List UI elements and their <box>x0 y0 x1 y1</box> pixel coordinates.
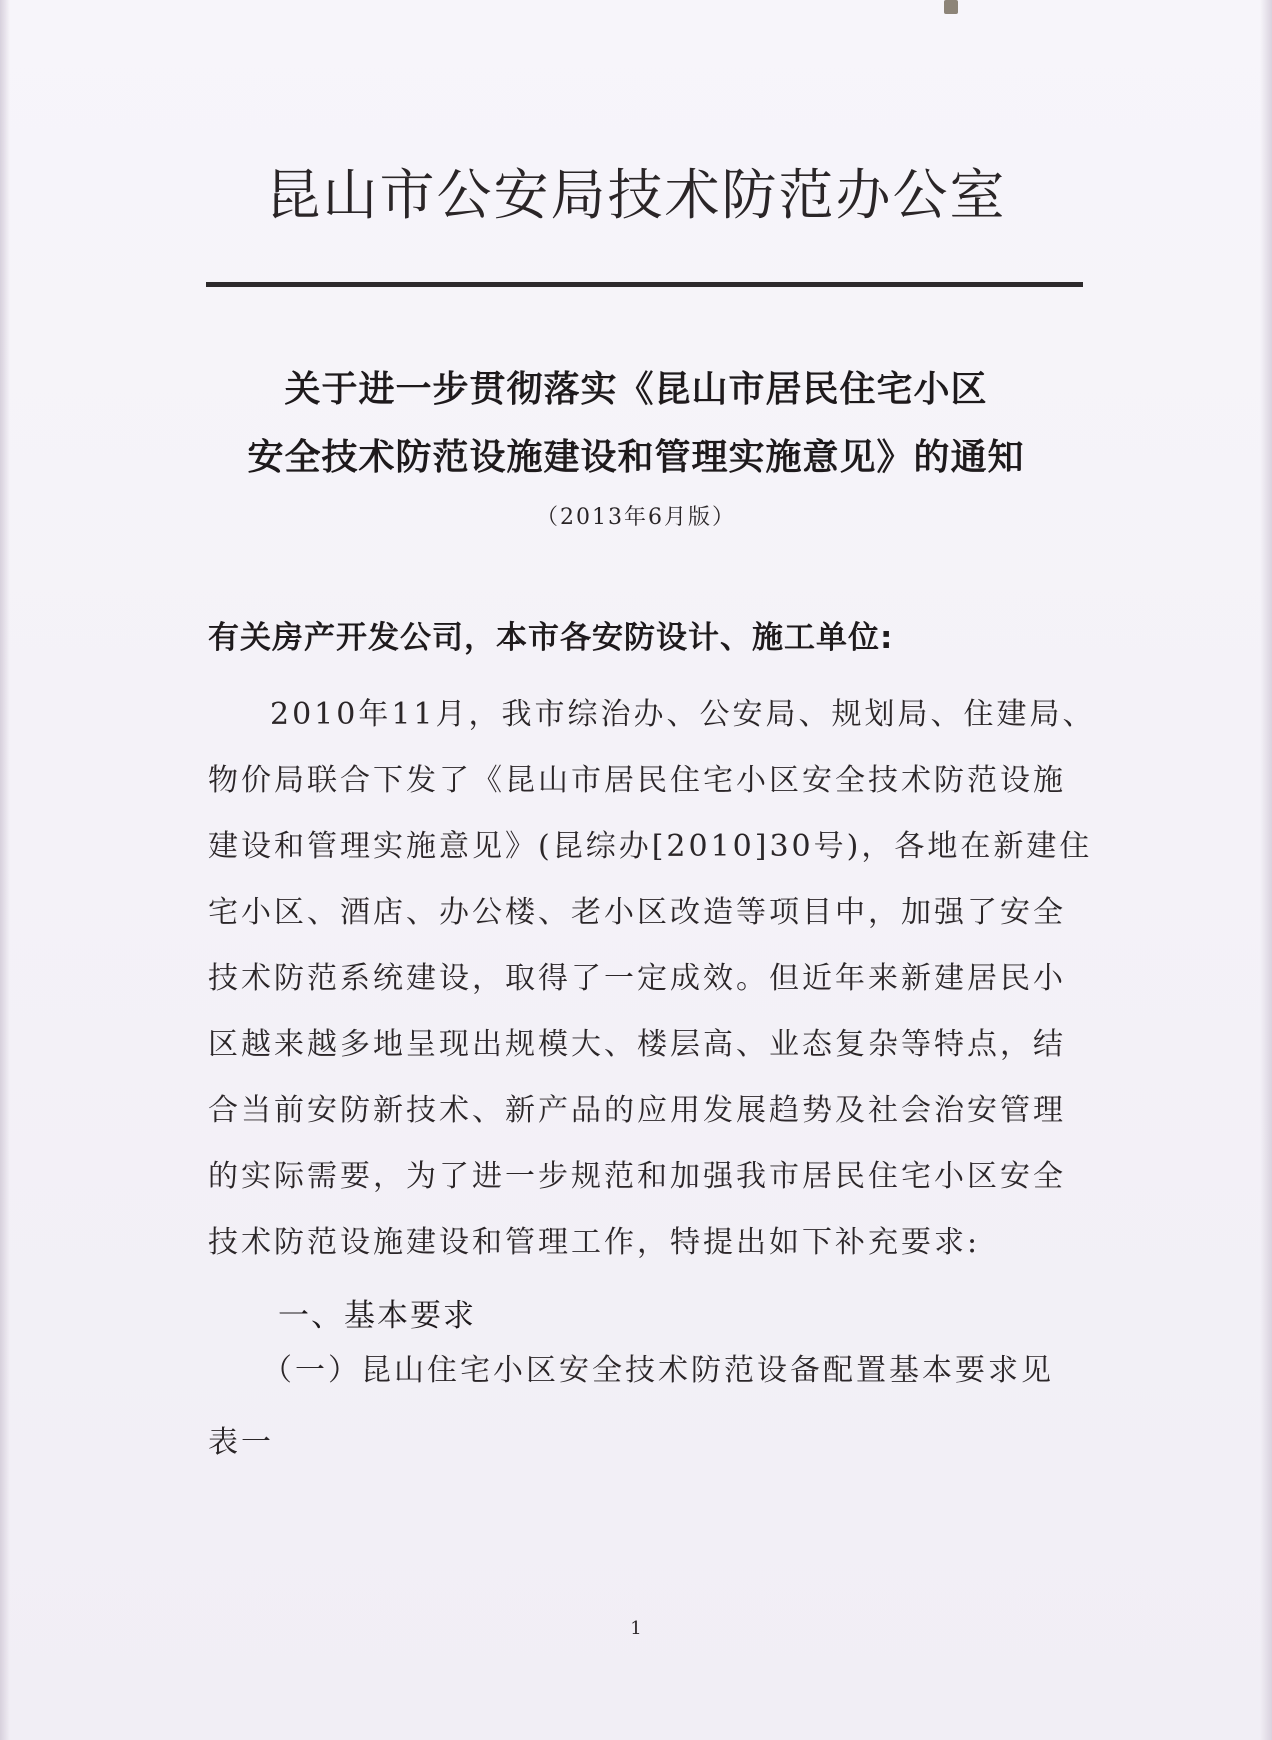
page-number: 1 <box>630 1618 642 1639</box>
body-line-4: 宅小区、酒店、办公楼、老小区改造等项目中，加强了安全 <box>208 895 1066 930</box>
body-line-1: 2010年11月，我市综治办、公安局、规划局、住建局、 <box>270 697 1096 732</box>
salutation: 有关房产开发公司，本市各安防设计、施工单位: <box>208 620 894 656</box>
body-line-3: 建设和管理实施意见》(昆综办[2010]30号)，各地在新建住 <box>208 829 1093 864</box>
section-item-line-1: （一）昆山住宅小区安全技术防范设备配置基本要求见 <box>262 1353 1054 1388</box>
page-edge-shadow-left <box>0 0 10 1740</box>
body-line-8: 的实际需要，为了进一步规范和加强我市居民住宅小区安全 <box>208 1159 1066 1194</box>
issuing-office-header: 昆山市公安局技术防范办公室 <box>265 163 1007 227</box>
notice-title-line-2: 安全技术防范设施建设和管理实施意见》的通知 <box>247 437 1025 478</box>
notice-title-line-1: 关于进一步贯彻落实《昆山市居民住宅小区 <box>284 369 988 410</box>
page-edge-shadow-right <box>1260 0 1272 1740</box>
edition-label: （2013年6月版） <box>536 505 736 530</box>
body-line-7: 合当前安防新技术、新产品的应用发展趋势及社会治安管理 <box>208 1093 1066 1128</box>
section-heading-basic-requirements: 一、基本要求 <box>278 1298 476 1334</box>
header-divider-line <box>206 282 1083 287</box>
body-line-2: 物价局联合下发了《昆山市居民住宅小区安全技术防范设施 <box>208 763 1066 798</box>
body-line-9: 技术防范设施建设和管理工作，特提出如下补充要求: <box>208 1225 981 1260</box>
body-line-6: 区越来越多地呈现出规模大、楼层高、业态复杂等特点，结 <box>208 1027 1066 1062</box>
section-item-line-2: 表一 <box>208 1425 274 1460</box>
body-line-5: 技术防范系统建设，取得了一定成效。但近年来新建居民小 <box>208 961 1066 996</box>
staple-mark <box>944 0 958 14</box>
